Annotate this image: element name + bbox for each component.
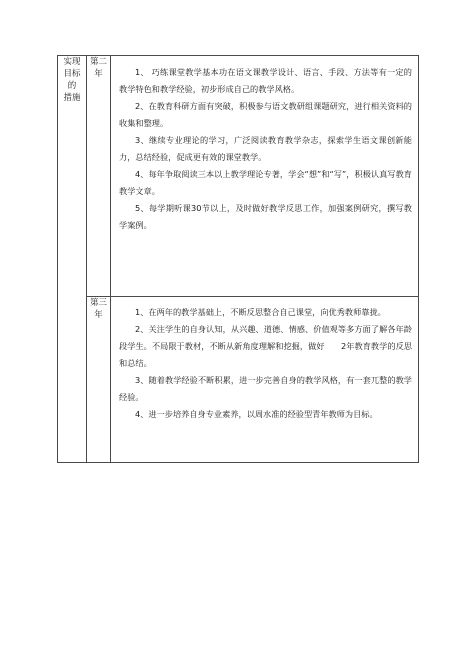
year-cell [87,297,111,463]
list-item: 5、每学期听课30节以上，及时做好教学反思工作，加强案例研究，撰写教学案例。 [119,203,412,230]
year-label [87,297,110,321]
year-label-line: 第三 [89,298,107,308]
year-label-line: 年 [94,310,103,320]
list-item: 2、在教育科研方面有突破，积极参与语文教研组课题研究，进行相关资料的收集和整理。 [119,101,412,128]
table-row-year-2 [58,56,419,297]
measures-list [111,56,418,296]
plan-table [57,55,419,463]
content-cell [111,297,419,463]
section-label-line: 的 [67,81,77,91]
table-row-year-3 [58,297,419,463]
year-label-line: 年 [94,69,103,79]
year-label-line: 第二 [89,57,107,67]
list-item: 4、进一步培养自身专业素养，以周水准的经验型青年教师为目标。 [135,409,378,419]
list-item: 1、 巧练课堂教学基本功在语文课教学设计、语言、手段、方法等有一定的教学特色和教学经验，初步形成自己的教学风格。 [119,67,412,94]
section-label-cell [58,56,87,463]
measures-list [111,297,418,462]
list-item: 4、每年争取阅读三本以上教学理论专著，学会“想”和“写”，积极认真写教育教学文章。 [119,169,412,196]
list-item: 3、继续专业理论的学习，广泛阅读教育教学杂志，探索学生语文课创新能力，总结经验，促成更有效的课堂教学。 [119,135,412,162]
section-label [58,56,86,104]
section-label-line: 实现 [63,57,81,67]
section-label-line: 目标 [63,69,81,79]
content-cell [111,56,419,297]
section-label-line: 措施 [63,93,81,103]
year-cell [87,56,111,297]
list-item: 3、随着教学经验不断积累，进一步完善自身的教学风格，有一套兀整的教学经验。 [119,375,412,402]
year-label [87,56,110,80]
list-item: 2、关注学生的自身认知，从兴趣、道德、情感、价值观等多方面了解各年龄段学生。不局限于教材，不断从新角度理解和挖掘，做好 2年教育教学的反思和总结。 [119,324,412,368]
list-item: 1、在两年的教学基础上，不断反思整合自己课堂，向优秀教师靠拢。 [135,307,386,317]
